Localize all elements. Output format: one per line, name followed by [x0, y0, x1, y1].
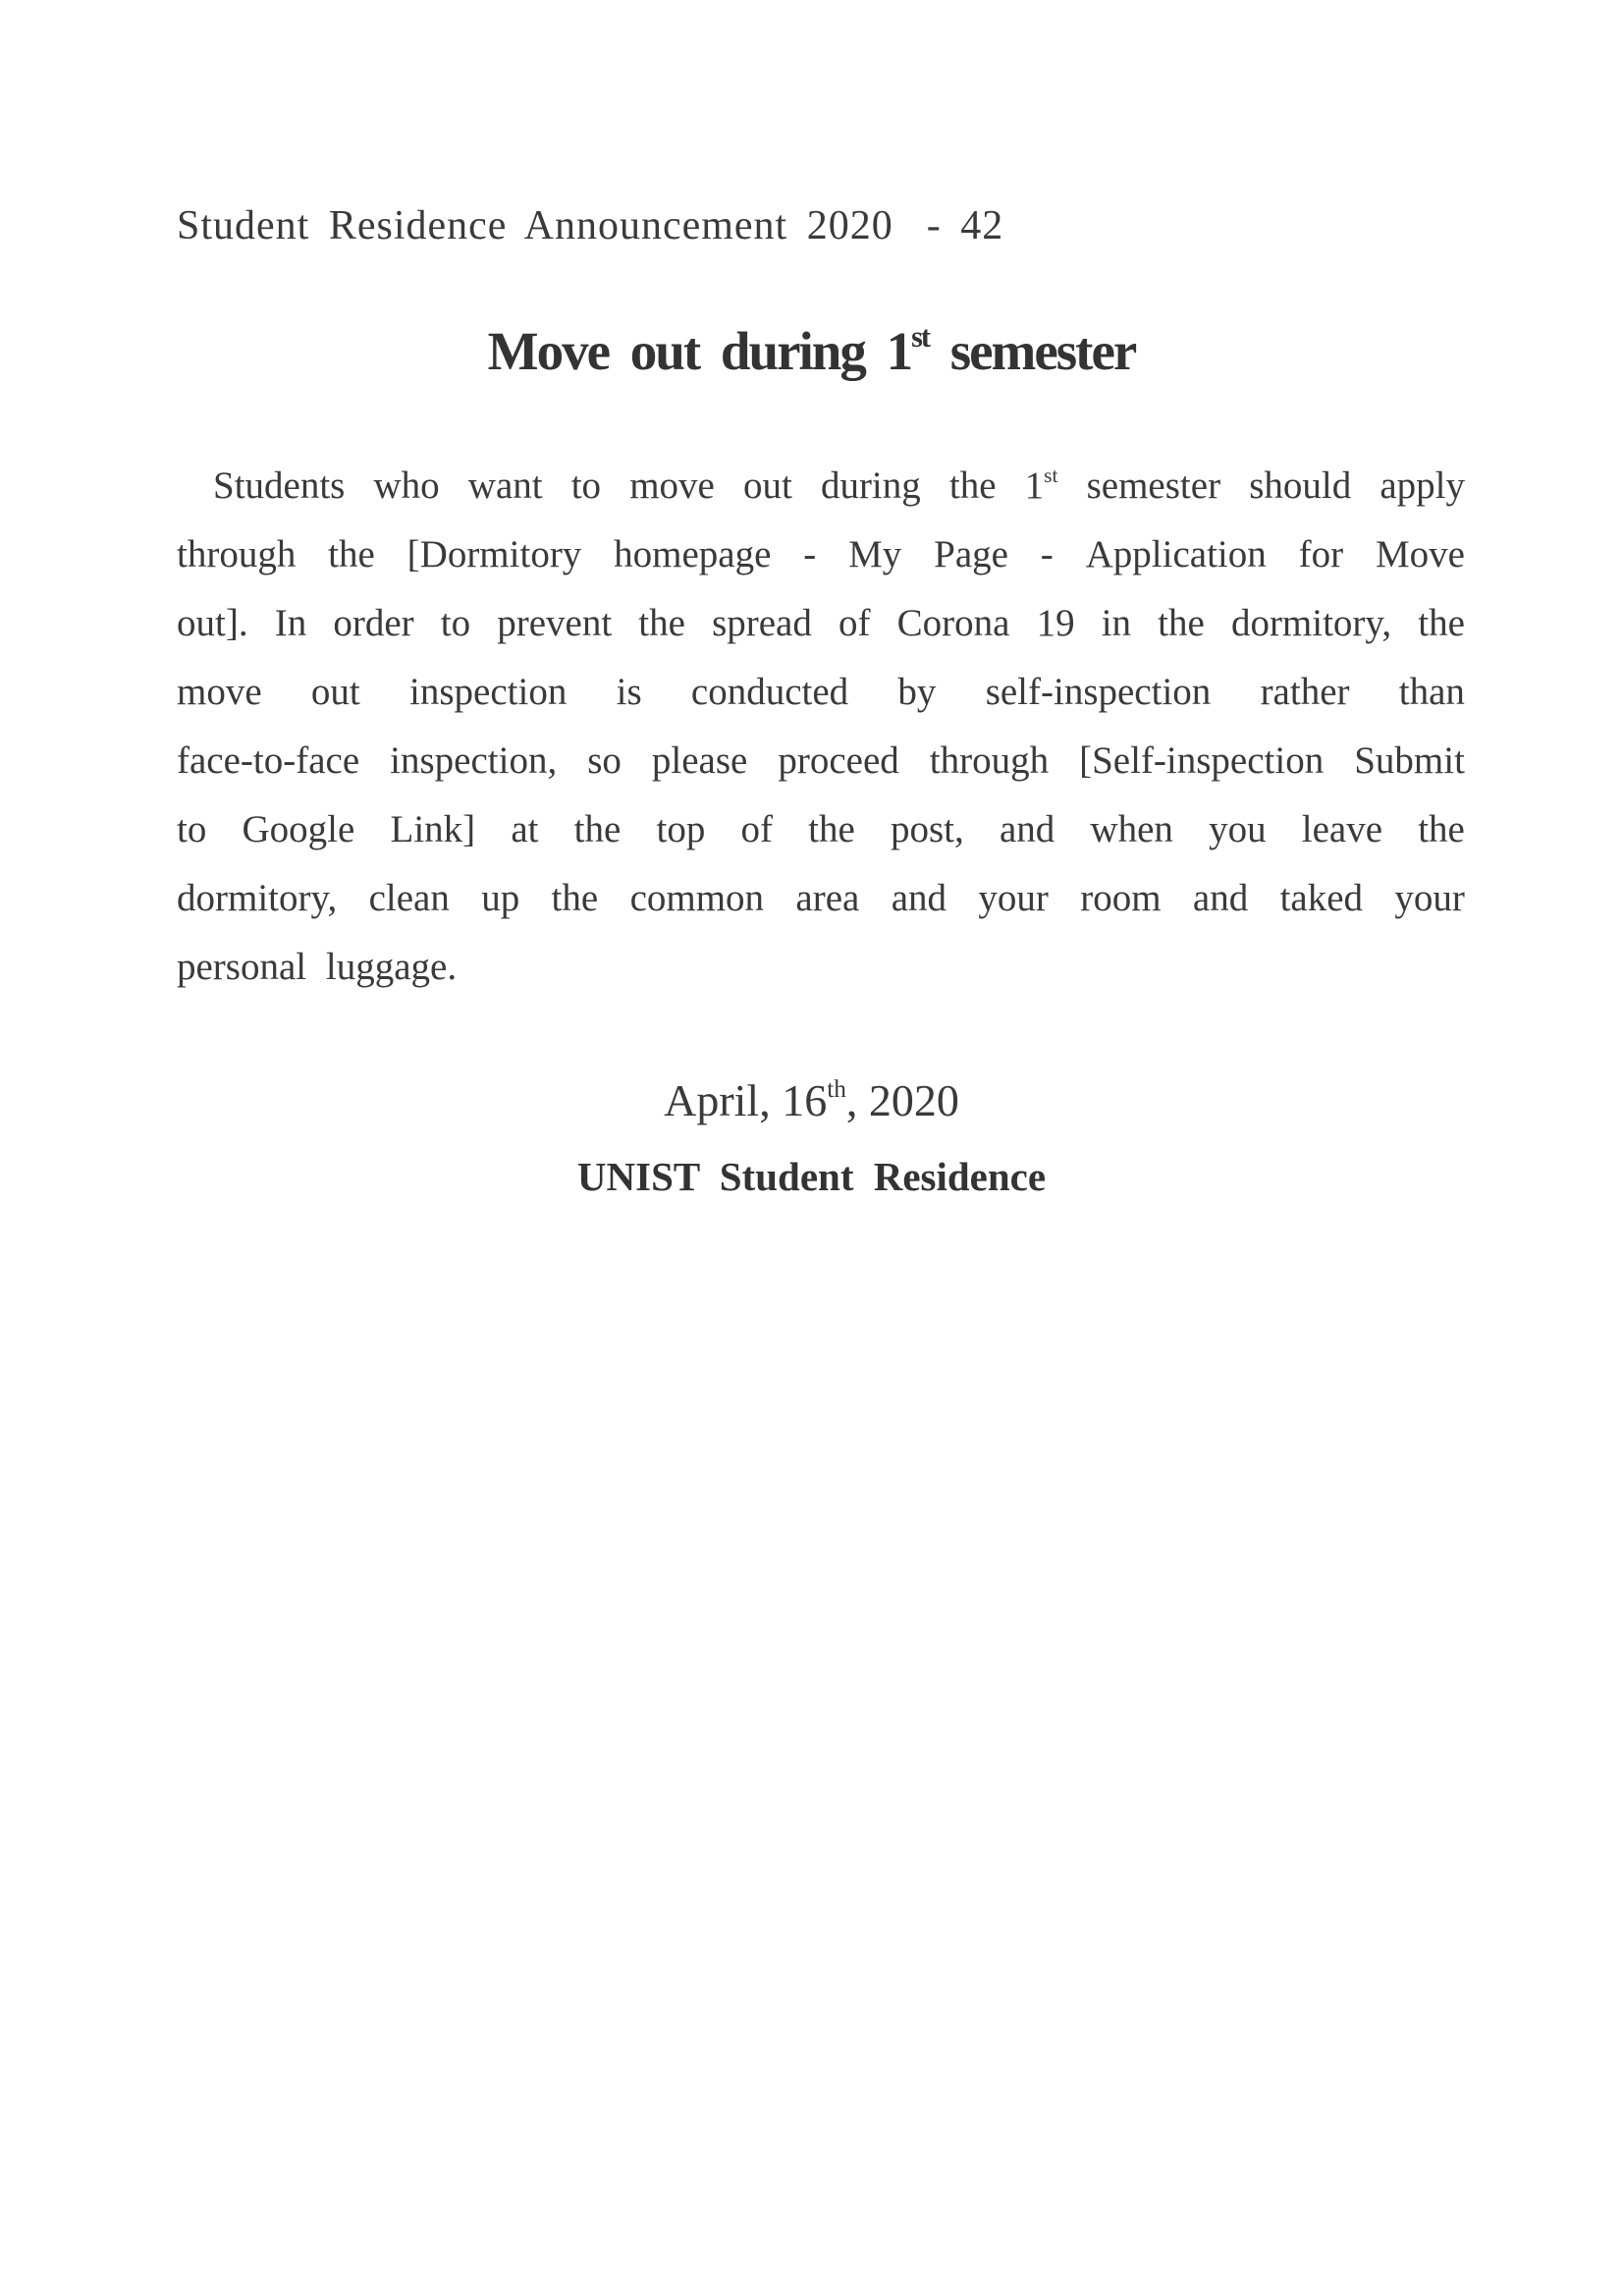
body-word: Corona	[896, 602, 1010, 644]
body-word: inspection,	[390, 739, 558, 782]
body-word: the	[1418, 602, 1465, 644]
body-word: [Self-inspection	[1079, 739, 1325, 782]
announcement-date	[0, 1068, 1623, 1133]
body-word: the	[328, 533, 375, 575]
announcement-number: - 42	[926, 203, 1004, 248]
body-word: Page	[934, 533, 1008, 575]
body-word: to	[440, 602, 471, 644]
issuer-signature: UNIST Student Residence	[576, 1154, 1047, 1199]
body-word: top	[656, 808, 706, 850]
body-word: the	[808, 808, 855, 850]
body-word: who	[373, 465, 440, 507]
body-word: through	[177, 533, 297, 575]
body-word: rather	[1260, 671, 1350, 713]
body-ordinal-suffix: st	[1044, 463, 1058, 487]
body-word: move	[629, 465, 715, 507]
body-word: through	[929, 739, 1050, 782]
body-word: Submit	[1354, 739, 1465, 782]
body-word: and	[1192, 877, 1249, 919]
announcement-body	[177, 452, 1465, 1002]
body-word: leave	[1301, 808, 1383, 850]
body-word: Move	[1375, 533, 1465, 575]
body-word: and	[999, 808, 1055, 850]
announcement-number-line	[177, 196, 1003, 255]
title-text-pre: Move out during 1	[487, 321, 912, 381]
body-word: the	[948, 465, 997, 507]
body-line-6	[177, 795, 1465, 864]
body-word: conducted	[690, 671, 849, 713]
body-word: in	[1101, 602, 1132, 644]
body-word: your	[1394, 877, 1465, 919]
body-word: inspection	[409, 671, 568, 713]
body-word: proceed	[778, 739, 899, 782]
body-word: the	[573, 808, 622, 850]
body-word: your	[978, 877, 1049, 919]
body-word: common	[629, 877, 765, 919]
body-line-2	[177, 520, 1465, 589]
body-line-8-text: personal luggage.	[177, 946, 458, 988]
body-word: the	[551, 877, 599, 919]
body-line-7	[177, 864, 1465, 933]
body-word: My	[848, 533, 902, 575]
body-word: by	[897, 671, 937, 713]
body-word: want	[467, 465, 543, 507]
body-word: In	[274, 602, 307, 644]
body-word: you	[1209, 808, 1267, 850]
body-word: of	[740, 808, 773, 850]
body-word: Students	[213, 465, 346, 507]
body-word: spread	[712, 602, 812, 644]
body-word: apply	[1380, 465, 1465, 507]
body-word: up	[481, 877, 520, 919]
body-word: room	[1080, 877, 1162, 919]
body-word: please	[651, 739, 748, 782]
body-word: clean	[368, 877, 450, 919]
body-word: Link]	[390, 808, 476, 850]
body-word: is	[616, 671, 642, 713]
body-word: -	[1040, 533, 1054, 575]
body-word: homepage	[614, 533, 772, 575]
body-word: so	[587, 739, 622, 782]
body-word: Application	[1085, 533, 1267, 575]
date-ordinal-suffix: th	[827, 1075, 846, 1104]
body-word: order	[333, 602, 414, 644]
title-text-post: semester	[949, 321, 1136, 381]
body-word: during	[820, 465, 921, 507]
body-word: than	[1398, 671, 1465, 713]
body-word: out	[742, 465, 792, 507]
body-word: face-to-face	[177, 739, 360, 782]
body-word: for	[1298, 533, 1344, 575]
body-word: when	[1090, 808, 1173, 850]
body-word: 1	[1024, 465, 1045, 507]
body-word: of	[839, 602, 871, 644]
body-word: to	[177, 808, 207, 850]
body-word: to	[570, 465, 602, 507]
body-word: out].	[177, 602, 248, 644]
date-pre: April, 16	[664, 1075, 828, 1125]
body-word: Google	[242, 808, 355, 850]
body-word: move	[177, 671, 262, 713]
body-line-1	[177, 452, 1465, 520]
body-word: taked	[1279, 877, 1364, 919]
body-word: the	[638, 602, 685, 644]
body-word: the	[1418, 808, 1465, 850]
body-line-3	[177, 589, 1465, 658]
date-post: , 2020	[845, 1075, 959, 1125]
body-word: 19	[1036, 602, 1075, 644]
body-word: -	[803, 533, 817, 575]
body-word: and	[891, 877, 947, 919]
body-word: post,	[891, 808, 964, 850]
body-word: out	[310, 671, 360, 713]
body-word: should	[1249, 465, 1352, 507]
body-word: prevent	[497, 602, 613, 644]
title-ordinal-suffix: st	[911, 320, 929, 355]
body-line-8	[177, 933, 1465, 1002]
body-ordinal	[1025, 452, 1058, 520]
body-line-5	[177, 727, 1465, 795]
page-title	[0, 312, 1623, 391]
body-word: area	[795, 877, 860, 919]
body-word: dormitory,	[1230, 602, 1392, 644]
body-word: the	[1158, 602, 1205, 644]
body-line-4	[177, 658, 1465, 727]
body-word: dormitory,	[177, 877, 338, 919]
body-word: [Dormitory	[406, 533, 582, 575]
body-word: at	[511, 808, 539, 850]
announcement-label: Student Residence Announcement 2020	[177, 203, 893, 248]
body-word: semester	[1086, 465, 1221, 507]
body-word: self-inspection	[985, 671, 1212, 713]
